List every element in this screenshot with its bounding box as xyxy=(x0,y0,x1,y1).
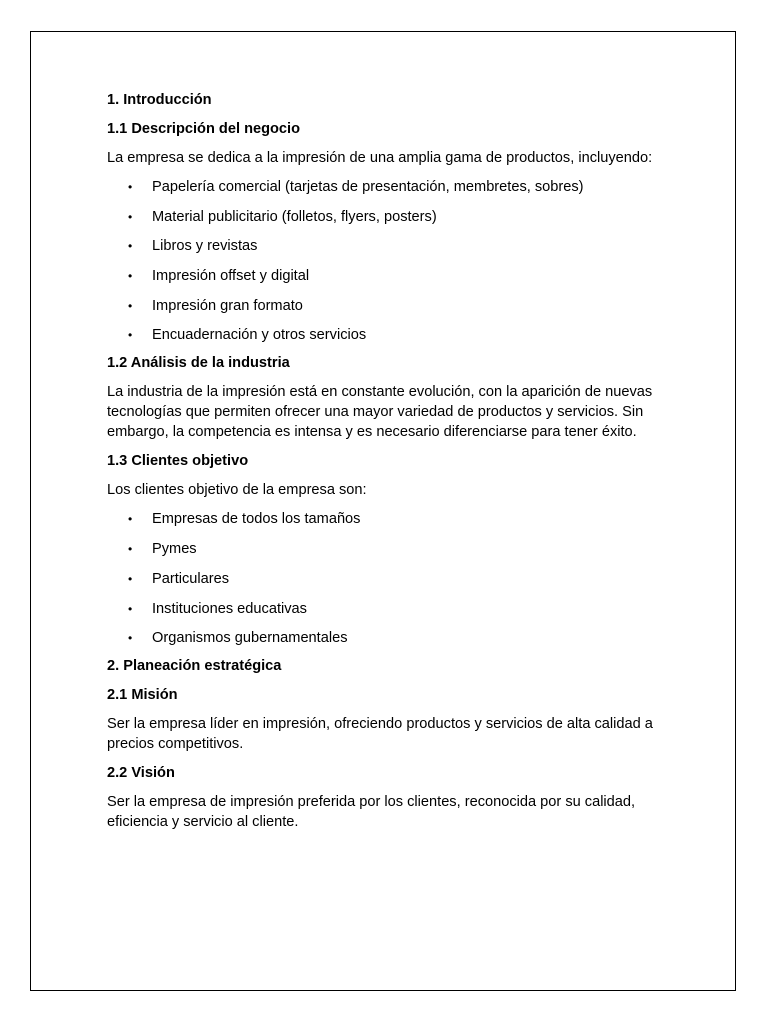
list-item xyxy=(107,628,667,648)
section-heading-introduccion: 1. Introducción xyxy=(107,92,212,108)
list-item xyxy=(107,177,667,197)
bullet-icon: • xyxy=(128,298,133,313)
bullet-icon: • xyxy=(128,512,133,527)
bullet-icon: • xyxy=(128,180,133,194)
list-item-text: Material publicitario (folletos, flyers, posters) xyxy=(152,208,437,225)
list-item-text: Pymes xyxy=(152,541,197,558)
clients-list xyxy=(107,509,667,648)
document-content xyxy=(107,90,667,841)
paragraph-vision: Ser la empresa de impresión preferida por los clientes, reconocida por su calidad, eficiencia y servicio al cliente. xyxy=(107,794,636,831)
list-item xyxy=(107,539,667,559)
list-item xyxy=(107,296,667,316)
list-item xyxy=(107,236,667,256)
list-item xyxy=(107,599,667,619)
list-item-text: Instituciones educativas xyxy=(152,600,307,617)
list-item xyxy=(107,207,667,227)
subsection-heading-clientes: 1.3 Clientes objetivo xyxy=(107,453,249,470)
subsection-heading-descripcion: 1.1 Descripción del negocio xyxy=(107,121,301,137)
document-page xyxy=(30,31,736,991)
list-item xyxy=(107,325,667,345)
list-item-text: Impresión gran formato xyxy=(152,297,303,314)
list-item-text: Impresión offset y digital xyxy=(152,268,310,285)
bullet-icon: • xyxy=(128,571,133,586)
bullet-icon: • xyxy=(128,542,133,557)
bullet-icon: • xyxy=(128,239,133,254)
list-item xyxy=(107,266,667,286)
list-item xyxy=(107,509,667,529)
bullet-icon: • xyxy=(128,328,133,343)
list-item-text: Papelería comercial (tarjetas de presentación, membretes, sobres) xyxy=(152,179,584,195)
list-item xyxy=(107,569,667,589)
bullet-icon: • xyxy=(128,601,133,616)
subsection-heading-vision: 2.2 Visión xyxy=(107,765,175,782)
list-item-text: Organismos gubernamentales xyxy=(152,630,348,647)
paragraph-analisis: La industria de la impresión está en constante evolución, con la aparición de nuevas tecnologías que permiten ofrecer una mayor variedad de productos y servicios. Sin embargo, la competencia es intensa y es necesario diferenciarse para tener éxito. xyxy=(107,384,653,441)
subsection-heading-analisis: 1.2 Análisis de la industria xyxy=(107,355,290,372)
section-heading-planeacion: 2. Planeación estratégica xyxy=(107,658,282,675)
list-item-text: Empresas de todos los tamaños xyxy=(152,511,361,528)
bullet-icon: • xyxy=(128,269,133,284)
list-item-text: Libros y revistas xyxy=(152,238,258,255)
paragraph-clientes: Los clientes objetivo de la empresa son: xyxy=(107,482,367,499)
product-list xyxy=(107,177,667,345)
subsection-heading-mision: 2.1 Misión xyxy=(107,687,178,704)
list-item-text: Particulares xyxy=(152,570,230,587)
paragraph-mision: Ser la empresa líder en impresión, ofreciendo productos y servicios de alta calidad a precios competitivos. xyxy=(107,716,653,753)
bullet-icon: • xyxy=(128,209,133,224)
list-item-text: Encuadernación y otros servicios xyxy=(152,327,367,344)
bullet-icon: • xyxy=(128,631,133,646)
paragraph-descripcion: La empresa se dedica a la impresión de una amplia gama de productos, incluyendo: xyxy=(107,150,653,166)
